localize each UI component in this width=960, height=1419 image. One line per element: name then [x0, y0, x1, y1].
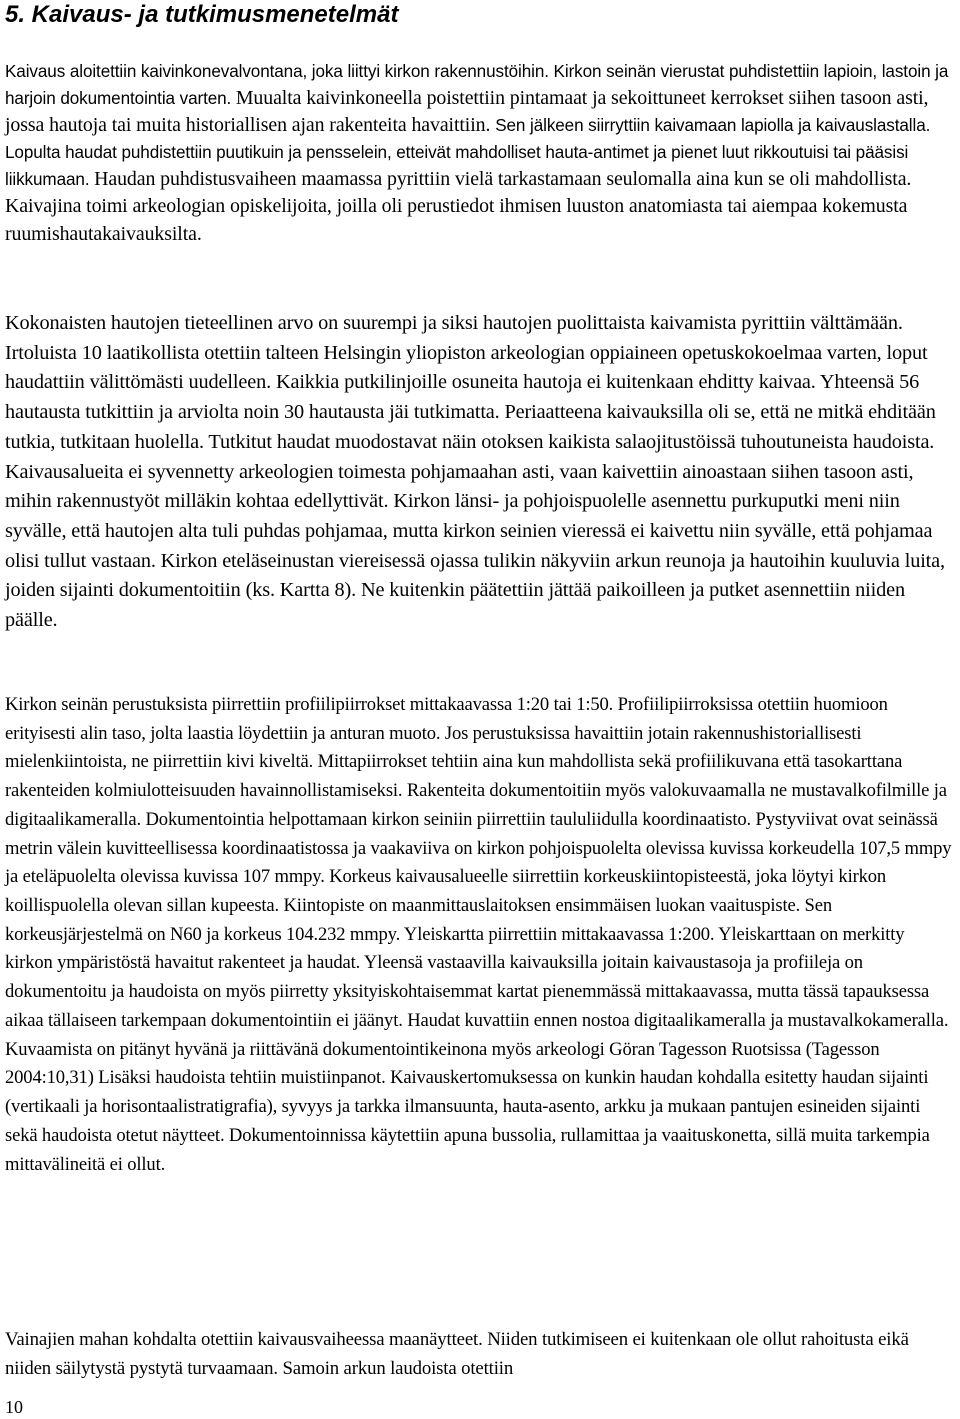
text-run: Muualta kaivinkoneella poistettiin pintamaat ja sekoittuneet kerrokset siihen tasoon asti, jossa hautoja tai muita historiallisen ajan rakenteita havaittiin.: [5, 87, 929, 137]
text-run: Kaivaus aloitettiin kaivinkonevalvontana, joka liittyi kirkon rakennustöihin. Kirkon seinän vierustat puhdistettiin lapioin, lastoin ja harjoin dokumentointia varten.: [5, 62, 949, 109]
text-run: Kokonaisten hautojen tieteellinen arvo on suurempi ja siksi hautojen puolittaista kaivamista pyrittiin välttämään. Irtoluista 10 laatikollista otettiin talteen Helsingin yliopiston arkeologian oppiaineen opetuskokoelmaa varten, loput haudattiin välittömästi uudelleen. Kaikkia putkilinjoille osuneita hautoja ei kuitenkaan ehditty kaivaa. Yhteensä 56 hautausta tutkittiin ja arviolta noin 30 hautausta jäi tutkimatta. Periaatteena kaivauksilla oli se, että ne mitkä ehditään tutkia, tutkitaan huolella. Tutkitut haudat muodostavat näin otoksen kaikista salaojitustöissä tuhoutuneista haudoista. Kaivausalueita ei syvennetty arkeologien toimesta pohjamaahan asti, vaan kaivettiin ainoastaan siihen tasoon asti, mihin rakennustyöt milläkin kohtaa edellyttivät. Kirkon länsi- ja pohjoispuolelle asennettu purkuputki meni niin syvälle, että hautojen alta tuli puhdas pohjamaa, mutta kirkon seinien vieressä ei kaivettu niin syvälle, että pohjamaa olisi tullut vastaan. Kirkon eteläseinustan viereisessä ojassa tulikin näkyviin arkun reunoja ja hautoihin kuuluvia luita, joiden sijainti dokumentoitiin (ks. Kartta 8). Ne kuitenkin päätettiin jättää paikoilleen ja putket asennettiin niiden päälle.: [5, 312, 945, 632]
section-heading: 5. Kaivaus- ja tutkimusmenetelmät: [5, 1, 399, 28]
text-run: Haudan puhdistusvaiheen maamassa pyrittiin vielä tarkastamaan seulomalla aina kun se oli mahdollista. Kaivajina toimi arkeologian opiskelijoita, joilla oli perustiedot ihmisen luuston anatomiasta tai aiempaa kokemusta ruumishautakaivauksilta.: [5, 168, 912, 245]
paragraph-documentation: [5, 691, 955, 1179]
text-run: Vainajien mahan kohdalta otettiin kaivausvaiheessa maanäytteet. Niiden tutkimiseen ei kuitenkaan ole ollut rahoitusta eikä niiden säilytystä pystytä turvaamaan. Samoin arkun laudoista otettiin: [5, 1329, 909, 1379]
page-number: 10: [5, 1397, 23, 1417]
paragraph-graves-value: [5, 309, 955, 636]
text-run: Sen jälkeen siirryttiin kaivamaan lapiolla ja kaivauslastalla. Lopulta haudat puhdistettiin puutikuin ja pensselein, etteivät mahdolliset hauta-antimet ja pienet luut rikkoutuisi tai pääsisi liikkumaan.: [5, 116, 931, 190]
text-run: Kirkon seinän perustuksista piirrettiin profiilipiirrokset mittakaavassa 1:20 tai 1:50. Profiilipiirroksissa otettiin huomioon erityisesti alin taso, jolta laastia löydettiin ja anturan muoto. Jos perustuksissa havaittiin jotain rakennushistoriallisesti mielenkiintoista, ne piirrettiin kivi kiveltä. Mittapiirrokset tehtiin aina kun mahdollista sekä profiilikuvana että tasokarttana rakenteiden kolmiulotteisuuden havainnollistamiseksi. Rakenteita dokumentoitiin myös valokuvaamalla ne mustavalkofilmille ja digitaalikameralla. Dokumentointia helpottamaan kirkon seiniin piirrettiin taululiidulla koordinaatisto. Pystyviivat ovat seinässä metrin välein kuvitteellisessa koordinaatistossa ja vaakaviiva on kirkon pohjoispuolelta olevissa kuvissa korkeudella 107,5 mmpy ja eteläpuolelta olevissa kuvissa 107 mmpy. Korkeus kaivausalueelle siirrettiin korkeuskiintopisteestä, joka löytyi kirkon koillispuolella olevan sillan kupeesta. Kiintopiste on maanmittauslaitoksen ensimmäisen luokan vaaituspiste. Sen korkeusjärjestelmä on N60 ja korkeus 104.232 mmpy. Yleiskartta piirrettiin mittakaavassa 1:200. Yleiskarttaan on merkitty kirkon ympäristöstä havaitut rakenteet ja haudat. Yleensä vastaavilla kaivauksilla joitain kaivaustasoja ja profiileja on dokumentoitu ja haudoista on myös piirretty yksityiskohtaisemmat kartat pienemmässä mittakaavassa, mutta tässä tapauksessa aikaa tällaiseen tarkempaan dokumentointiin ei jäänyt. Haudat kuvattiin ennen nostoa digitaalikameralla ja mustavalkokameralla. Kuvaamista on pitänyt hyvänä ja riittävänä dokumentointikeinona myös arkeologi Göran Tagesson Ruotsissa (Tagesson 2004:10,31) Lisäksi haudoista tehtiin muistiinpanot. Kaivauskertomuksessa on kunkin haudan kohdalla esitetty haudan sijainti (vertikaali ja horisontaalistratigrafia), syvyys ja tarkka ilmansuunta, hauta-asento, arkku ja mukaan pantujen esineiden sijainti sekä haudoista otetut näytteet. Dokumentoinnissa käytettiin apuna bussolia, rullamittaa ja vaaituskonetta, sillä muita tarkempia mittavälineitä ei ollut.: [5, 694, 952, 1175]
paragraph-soil-samples: [5, 1326, 955, 1383]
paragraph-excavation-start: [5, 58, 955, 248]
